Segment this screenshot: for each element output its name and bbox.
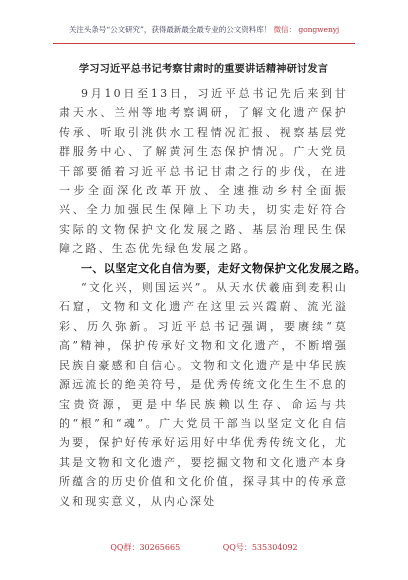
header-wechat-id: gongwenyj [298,25,340,34]
header-wechat-label: 微信： [273,25,297,34]
footer-qq-group: QQ群：30265665 [110,543,181,552]
header-divider [53,43,355,44]
section-heading: 一、以坚定文化自信为要，走好文物保护文化发展之路。 [81,261,366,275]
page-footer [0,542,408,554]
header-promo: 关注头条号“公文研究”，获得最新最全最专业的公文资料库！ [68,25,272,34]
document-body [59,62,366,511]
footer-qq-number: QQ号：535304092 [222,543,298,552]
page-header [0,25,408,35]
document-title: 学习习近平总书记考察甘肃时的重要讲话精神研讨发言 [78,63,329,75]
section-paragraph: “文化兴，则国运兴”。从天水伏羲庙到麦积山石窟，文物和文化遗产在这里云兴霞蔚、流光溢彩、历久弥新。习近平总书记强调，要赓续“莫高”精神，保护传承好文物和文化遗产，不断增强民族自豪感和自信心。文物和文化遗产是中华民族源远流长的绝美符号，是优秀传统文化生生不息的宝贵资源，更是中华民族赖以生存、命运与共的“根”和“魂”。广大党员干部当以坚定文化自信为要，保护好传承好运用好中华优秀传统文化，尤其是文物和文化遗产，要挖掘文物和文化遗产本身所蕴含的历史价值和文化价值，探寻其中的传承意义和现实意义，从内心深处 [59,281,348,508]
intro-paragraph: 9月10日至13日，习近平总书记先后来到甘肃天水、兰州等地考察调研，了解文化遗产保护传承、听取引洮供水工程情况汇报、视察基层党群服务中心、了解黄河生态保护情况。广大党员干部要循着习近平总书记甘肃之行的步伐，在进一步全面深化改革开放、全速推动乡村全面振兴、全力加强民生保障上下功夫，切实走好符合实际的文物保护文化发展之路、基层治理民生保障之路、生态优先绿色发展之路。 [59,87,348,256]
